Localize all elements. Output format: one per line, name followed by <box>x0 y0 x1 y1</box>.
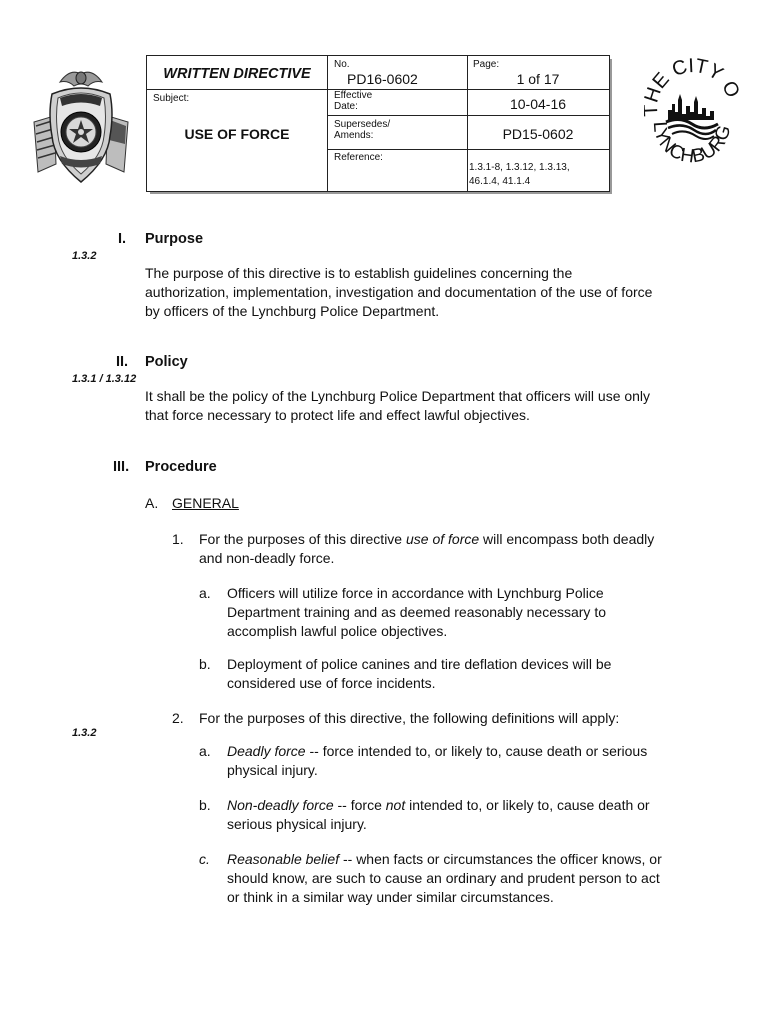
svg-text:THE CITY OF: E CITY <box>648 56 727 94</box>
subject-value: USE OF FORCE <box>184 126 290 142</box>
item-2-text: For the purposes of this directive, the following definitions will apply: <box>199 710 620 726</box>
section-procedure-title: Procedure <box>145 459 217 475</box>
section-purpose-title: Purpose <box>145 231 204 247</box>
item-1b-letter: b. <box>199 656 211 672</box>
policy-reference: 1.3.1 / 1.3.12 <box>72 373 137 385</box>
item-1-number: 1. <box>172 531 184 547</box>
purpose-reference: 1.3.2 <box>72 250 97 262</box>
reference-label: Reference: <box>334 152 383 163</box>
item-2-number: 2. <box>172 710 184 726</box>
item-1a-text: Officers will utilize force in accordance with Lynchburg Police Department training and as deemed reasonably necessary to accomplish lawful police objectives. <box>227 585 606 639</box>
city-of-lynchburg-seal-icon <box>644 56 740 176</box>
reference-value: 1.3.1-8, 1.3.12, 1.3.13, 46.1.4, 41.1.4 <box>469 162 570 187</box>
section-procedure-numeral: III. <box>113 459 130 475</box>
policy-paragraph: It shall be the policy of the Lynchburg Police Department that officers will use only that force necessary to protect life and effect lawful objectives. <box>145 388 651 423</box>
item-2a-letter: a. <box>199 743 211 759</box>
svg-text:LYNCHBURG: LYNCHBURG <box>648 120 736 168</box>
section-policy-numeral: II. <box>116 354 129 370</box>
definition-deadly-force: Deadly force -- force intended to, or likely to, cause death or serious physical injury. <box>227 743 648 778</box>
effective-date-label: Effective Date: <box>334 90 373 112</box>
subsection-a-title: GENERAL <box>172 495 239 511</box>
item-1a-letter: a. <box>199 585 211 601</box>
item-2c-letter: c. <box>199 851 210 867</box>
subject-label: Subject: <box>153 93 190 104</box>
police-badge-icon <box>30 64 132 190</box>
page-value: 1 of 17 <box>516 71 560 87</box>
directive-number: PD16-0602 <box>347 71 418 87</box>
definition-reasonable-belief: Reasonable belief -- when facts or circumstances the officer knows, or should know, are such to cause an ordinary and prudent person to act or think in a similar way under similar circumstances. <box>227 851 662 905</box>
item-2b-letter: b. <box>199 797 211 813</box>
section-policy-title: Policy <box>145 354 188 370</box>
subsection-a-letter: A. <box>145 495 159 511</box>
number-label: No. <box>334 59 350 70</box>
section-purpose-numeral: I. <box>118 231 127 247</box>
directive-header-table <box>146 55 610 192</box>
directive-title: WRITTEN DIRECTIVE <box>163 66 311 82</box>
purpose-paragraph: The purpose of this directive is to establish guidelines concerning the authorization, implementation, investigation and documentation of the use of force by officers of the Lynchburg Police Department. <box>145 265 653 319</box>
effective-date-value: 10-04-16 <box>509 96 567 112</box>
supersedes-value: PD15-0602 <box>502 126 574 142</box>
page-label: Page: <box>473 59 500 70</box>
supersedes-label: Supersedes/ Amends: <box>334 119 391 141</box>
item-1b-text: Deployment of police canines and tire deflation devices will be considered use of force incidents. <box>227 656 612 691</box>
definition-non-deadly-force: Non-deadly force -- force not intended to, or likely to, cause death or serious physical injury. <box>227 797 650 832</box>
item-2-reference: 1.3.2 <box>72 727 97 739</box>
item-1-text: For the purposes of this directive use of force will encompass both deadly and non-deadly force. <box>199 531 655 566</box>
